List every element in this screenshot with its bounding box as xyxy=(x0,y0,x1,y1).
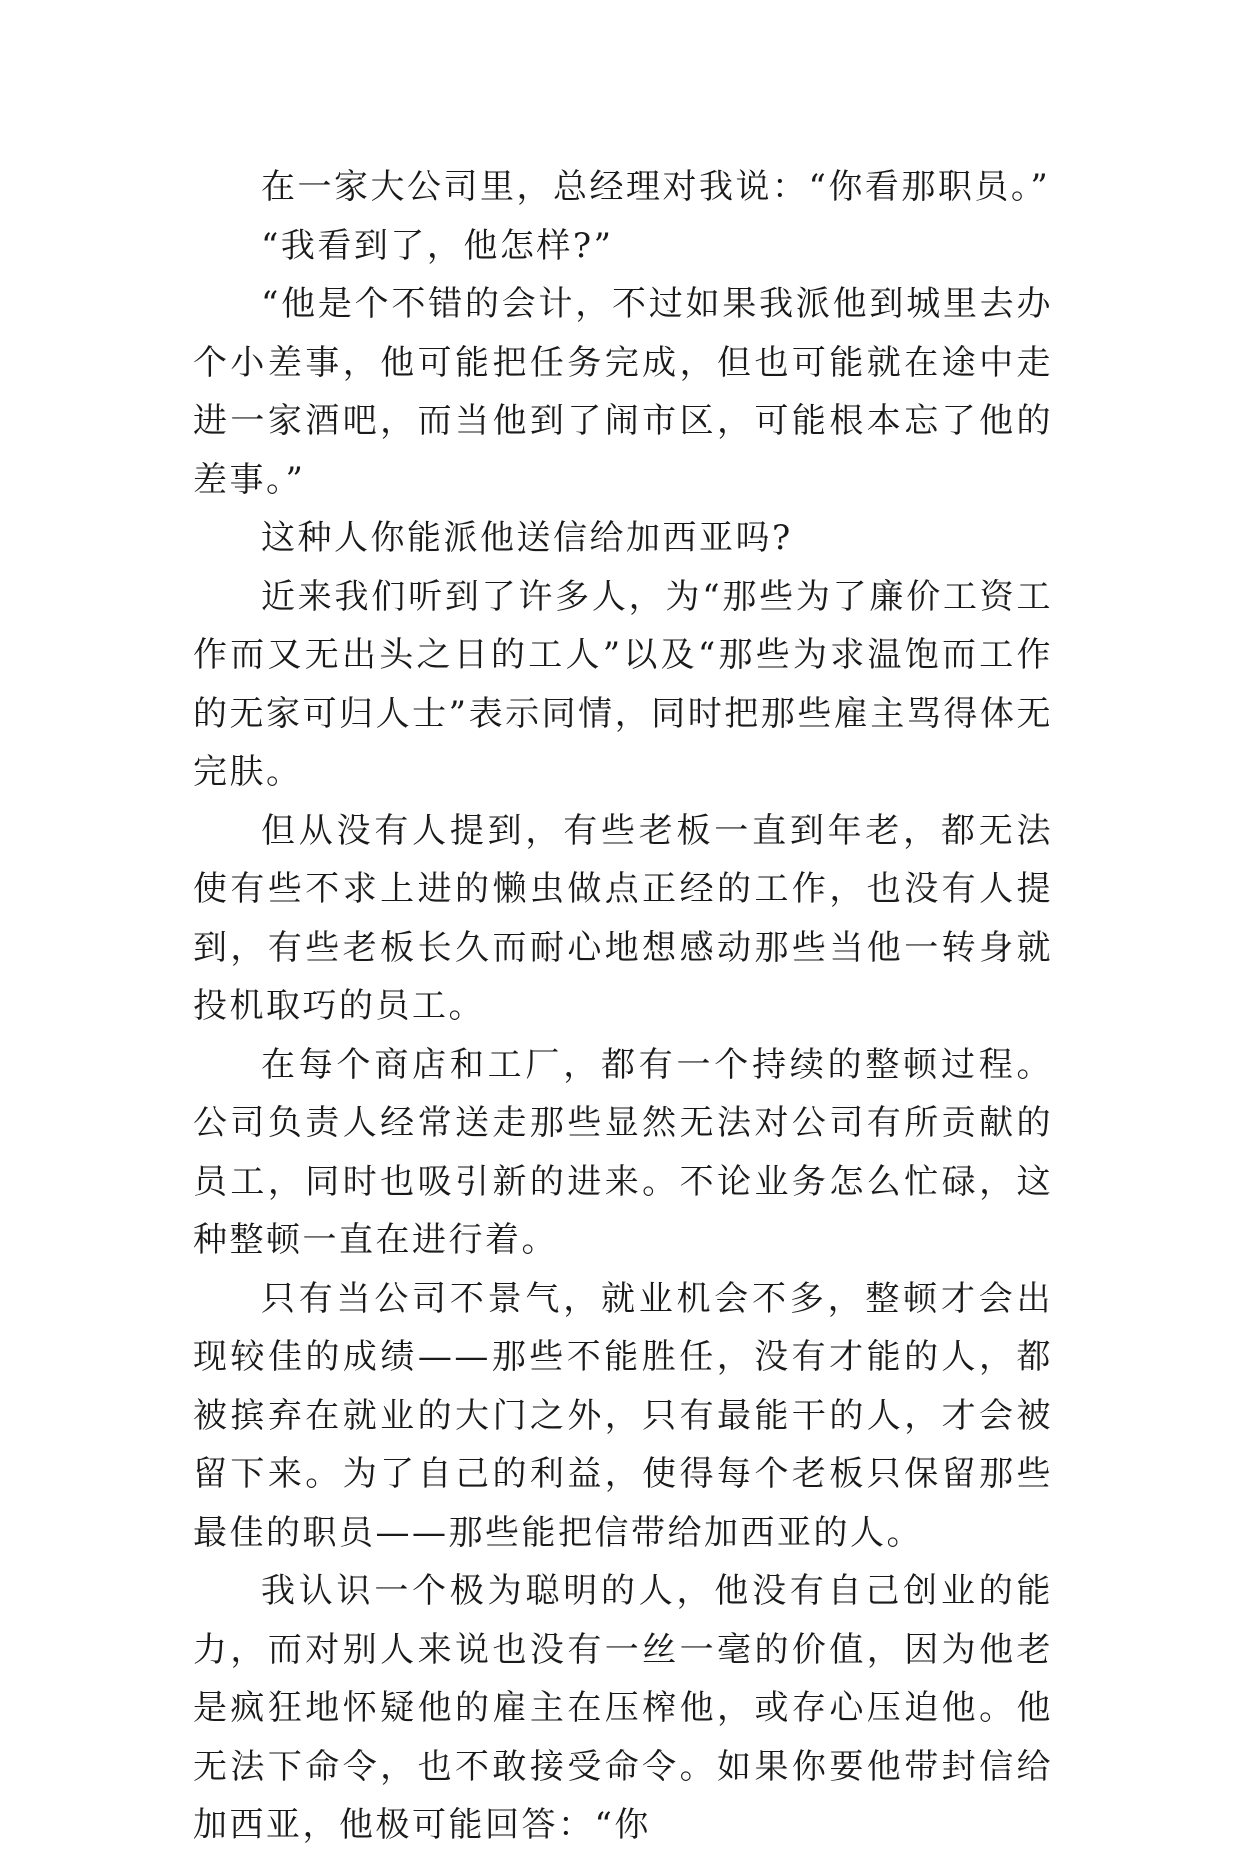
paragraph: 这种人你能派他送信给加西亚吗? xyxy=(261,518,793,558)
paragraph: 在每个商店和工厂，都有一个持续的整顿过程。公司负责人经常送走那些显然无法对公司有所贡献的员工，同时也吸引新的进来。不论业务怎么忙碌，这种整顿一直在进行着。 xyxy=(193,1044,1053,1260)
document-body xyxy=(193,158,1053,1855)
paragraph: 只有当公司不景气，就业机会不多，整顿才会出现较佳的成绩——那些不能胜任，没有才能的人，都被摈弃在就业的大门之外，只有最能干的人，才会被留下来。为了自己的利益，使得每个老板只保留那些最佳的职员——那些能把信带给加西亚的人。 xyxy=(193,1278,1053,1553)
paragraph: “他是个不错的会计，不过如果我派他到城里去办个小差事，他可能把任务完成，但也可能就在途中走进一家酒吧，而当他到了闹市区，可能根本忘了他的差事。” xyxy=(193,284,1053,500)
paragraph: 在一家大公司里，总经理对我说：“你看那职员。” xyxy=(261,167,1051,207)
paragraph: 近来我们听到了许多人，为“那些为了廉价工资工作而又无出头之日的工人”以及“那些为求温饱而工作的无家可归人士”表示同情，同时把那些雇主骂得体无完肤。 xyxy=(193,576,1053,792)
paragraph: “我看到了，他怎样?” xyxy=(261,225,614,266)
paragraph: 但从没有人提到，有些老板一直到年老，都无法使有些不求上进的懒虫做点正经的工作，也没有人提到，有些老板长久而耐心地想感动那些当他一转身就投机取巧的员工。 xyxy=(193,810,1053,1026)
paragraph: 我认识一个极为聪明的人，他没有自己创业的能力，而对别人来说也没有一丝一毫的价值，因为他老是疯狂地怀疑他的雇主在压榨他，或存心压迫他。他无法下命令，也不敢接受命令。如果你要他带封信给加西亚，他极可能回答：“你 xyxy=(193,1571,1053,1845)
